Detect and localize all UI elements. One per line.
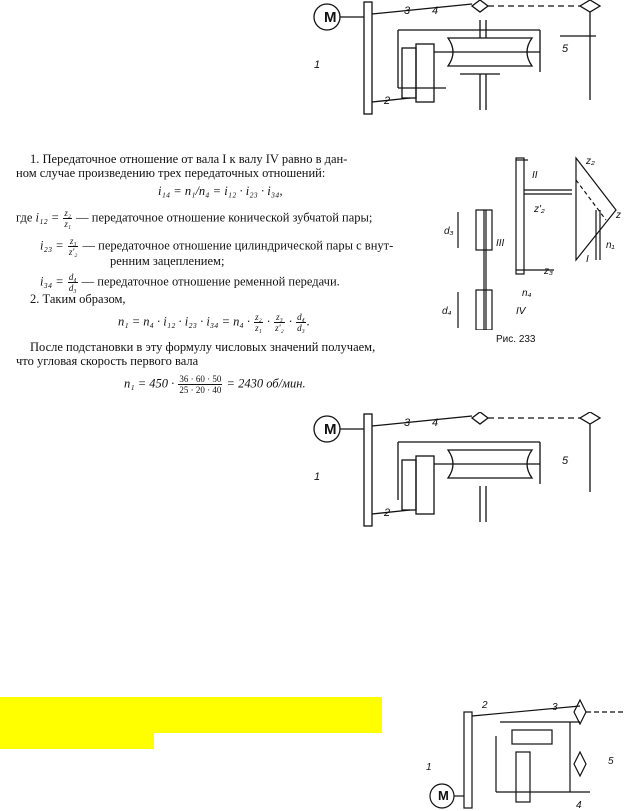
part4-label: 4 (432, 417, 439, 429)
fig-label-II: II (532, 170, 538, 181)
equation-1: i₁₄ = n₁/n₄ = i₁₂ · i₂₃ · i₃₄, (158, 184, 283, 198)
part4-label: 4 (432, 5, 439, 17)
part3-label: 3 (552, 702, 558, 713)
figure-233 (436, 150, 624, 330)
gear-schematic-bottom (420, 692, 624, 811)
part5-label: 5 (608, 756, 614, 767)
i23-description: — передаточное отношение цилиндрической пары с внут- (82, 238, 394, 253)
part2-label: 2 (384, 95, 391, 107)
equation-2: n₁ = n₄ · i₁₂ · i₂₃ · i₃₄ = n₄ · $\frac{\text{z₂}}{\text{z₁}}$ · $\frac{\text{z₃}}{\text{z'₂}}$ · $\frac{\text{d₄}}{\text{d₃}}$ . (118, 312, 310, 333)
fig-label-I: I (586, 254, 589, 265)
i12-description: — передаточное отношение конической зубчатой пары; (76, 210, 373, 225)
i23-symbol: i₂₃ = (40, 238, 64, 253)
i12-fraction: $\frac{\text{z₂}}{\text{z₁}}$ (64, 208, 72, 229)
fig-label-IV: IV (516, 306, 526, 317)
part5-label: 5 (562, 43, 569, 55)
motor-label: M (438, 788, 449, 803)
fig-label-n4: n₄ (522, 288, 532, 299)
i34-fraction: $\frac{\text{d₄}}{\text{d₃}}$ (68, 272, 77, 293)
fig-label-d3: d₃ (444, 226, 454, 237)
fig-label-z: z (616, 210, 621, 221)
fig-label-d4: d₄ (442, 306, 452, 317)
paragraph-1-line2: ном случае произведению трех передаточных отношений: (16, 166, 326, 180)
fig-label-z2-prime: z'₂ (534, 204, 545, 215)
part2-label: 2 (482, 700, 488, 711)
part3-label: 3 (404, 5, 411, 17)
paragraph-3-line2: что угловая скорость первого вала (16, 354, 199, 368)
part5-label: 5 (562, 455, 569, 467)
i23-fraction: $\frac{\text{z₃}}{\text{z'₂}}$ (68, 236, 78, 257)
fig-label-III: III (496, 238, 505, 249)
i34-description: — передаточное отношение ременной передачи. (81, 274, 340, 289)
part1-label: 1 (426, 762, 432, 773)
part3-label: 3 (404, 417, 411, 429)
i34-symbol: i₃₄ = (40, 274, 64, 289)
paragraph-2: 2. Таким образом, (30, 292, 126, 306)
motor-label: M (324, 9, 337, 26)
where-prefix: где (16, 210, 33, 225)
i23-description-cont: ренним зацеплением; (110, 254, 225, 268)
part2-label: 2 (384, 507, 391, 519)
equation-3: n₁ = 450 · $\frac{36 \cdot 60 \cdot 50}{25 \cdot 20 \cdot 40}$ = 2430 об/мин. (124, 374, 306, 395)
formula-i12 (16, 208, 372, 229)
part1-label: 1 (314, 59, 321, 71)
gear-schematic-middle (300, 412, 624, 530)
part4-label: 4 (576, 800, 582, 811)
figure-233-caption: Рис. 233 (496, 334, 536, 345)
motor-label: M (324, 421, 337, 438)
fig-label-z2: z₂ (586, 156, 595, 167)
i12-symbol: i₁₂ = (35, 210, 60, 225)
highlight-block-lower (0, 733, 154, 749)
fig-label-z3: z₃ (544, 266, 553, 277)
formula-i34 (40, 272, 340, 293)
gear-schematic-top (300, 0, 624, 118)
paragraph-3-line1: После подстановки в эту формулу числовых значений получаем, (30, 340, 376, 354)
highlight-block-upper (0, 697, 382, 733)
part1-label: 1 (314, 471, 321, 483)
fig-label-n1: n₁ (606, 240, 615, 251)
paragraph-1-line1: 1. Передаточное отношение от вала I к валу IV равно в дан- (30, 152, 348, 166)
